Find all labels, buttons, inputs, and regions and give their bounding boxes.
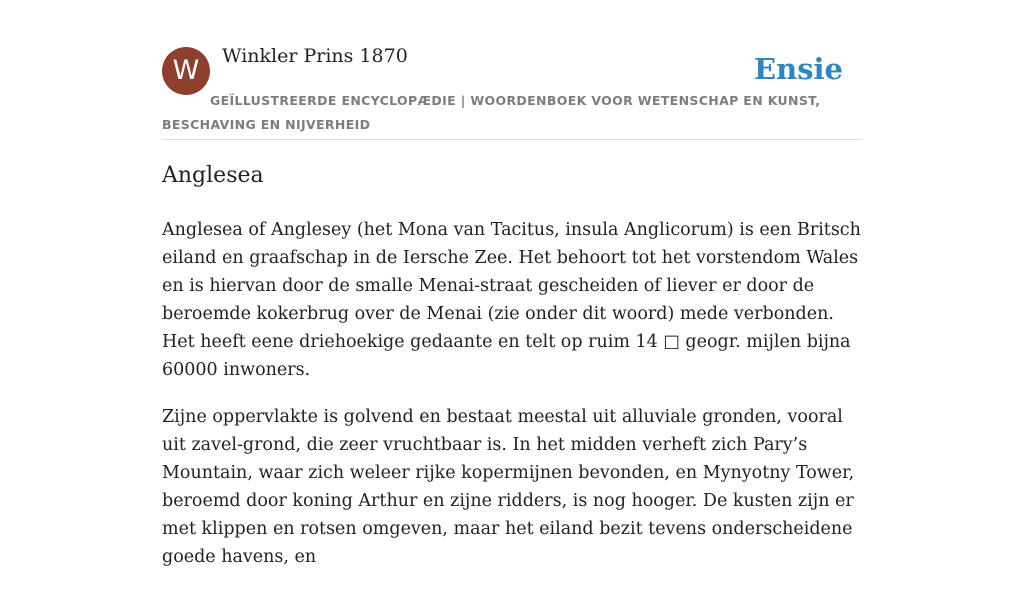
- article-paragraph: Zijne oppervlakte is golvend en bestaat meestal uit alluviale gronden, vooral uit zavel-grond, die zeer vruchtbaar is. In het midden verheft zich Pary’s Mountain, waar zich weleer rijke kopermijnen bevonden, en Mynyotny Tower, beroemd door koning Arthur en zijne ridders, is nog hooger. De kusten zijn er met klippen en rotsen omgeven, maar het eiland bezit tevens onderscheidene goede havens, en: [162, 407, 855, 567]
- source-title[interactable]: Winkler Prins 1870: [222, 45, 408, 67]
- article-title: Anglesea: [162, 163, 264, 188]
- ensie-logo[interactable]: Ensie: [754, 52, 843, 86]
- article-body: [162, 216, 864, 590]
- header-divider: [162, 139, 862, 140]
- article-paragraph: Anglesea of Anglesey (het Mona van Tacitus, insula Anglicorum) is een Britsch eiland en graafschap in de Iersche Zee. Het behoort tot het vorstendom Wales en is hiervan door de smalle Menai-straat gescheiden of liever er door de beroemde kokerbrug over de Menai (zie onder dit woord) mede verbonden. Het heeft eene driehoekige gedaante en telt op ruim 14 □ geogr. mijlen bijna 60000 inwoners.: [162, 220, 861, 380]
- source-avatar[interactable]: W: [162, 47, 210, 95]
- source-subtitle: GEÏLLUSTREERDE ENCYCLOPÆDIE | WOORDENBOEK VOOR WETENSCHAP EN KUNST, BESCHAVING EN NIJVERHEID: [162, 93, 821, 132]
